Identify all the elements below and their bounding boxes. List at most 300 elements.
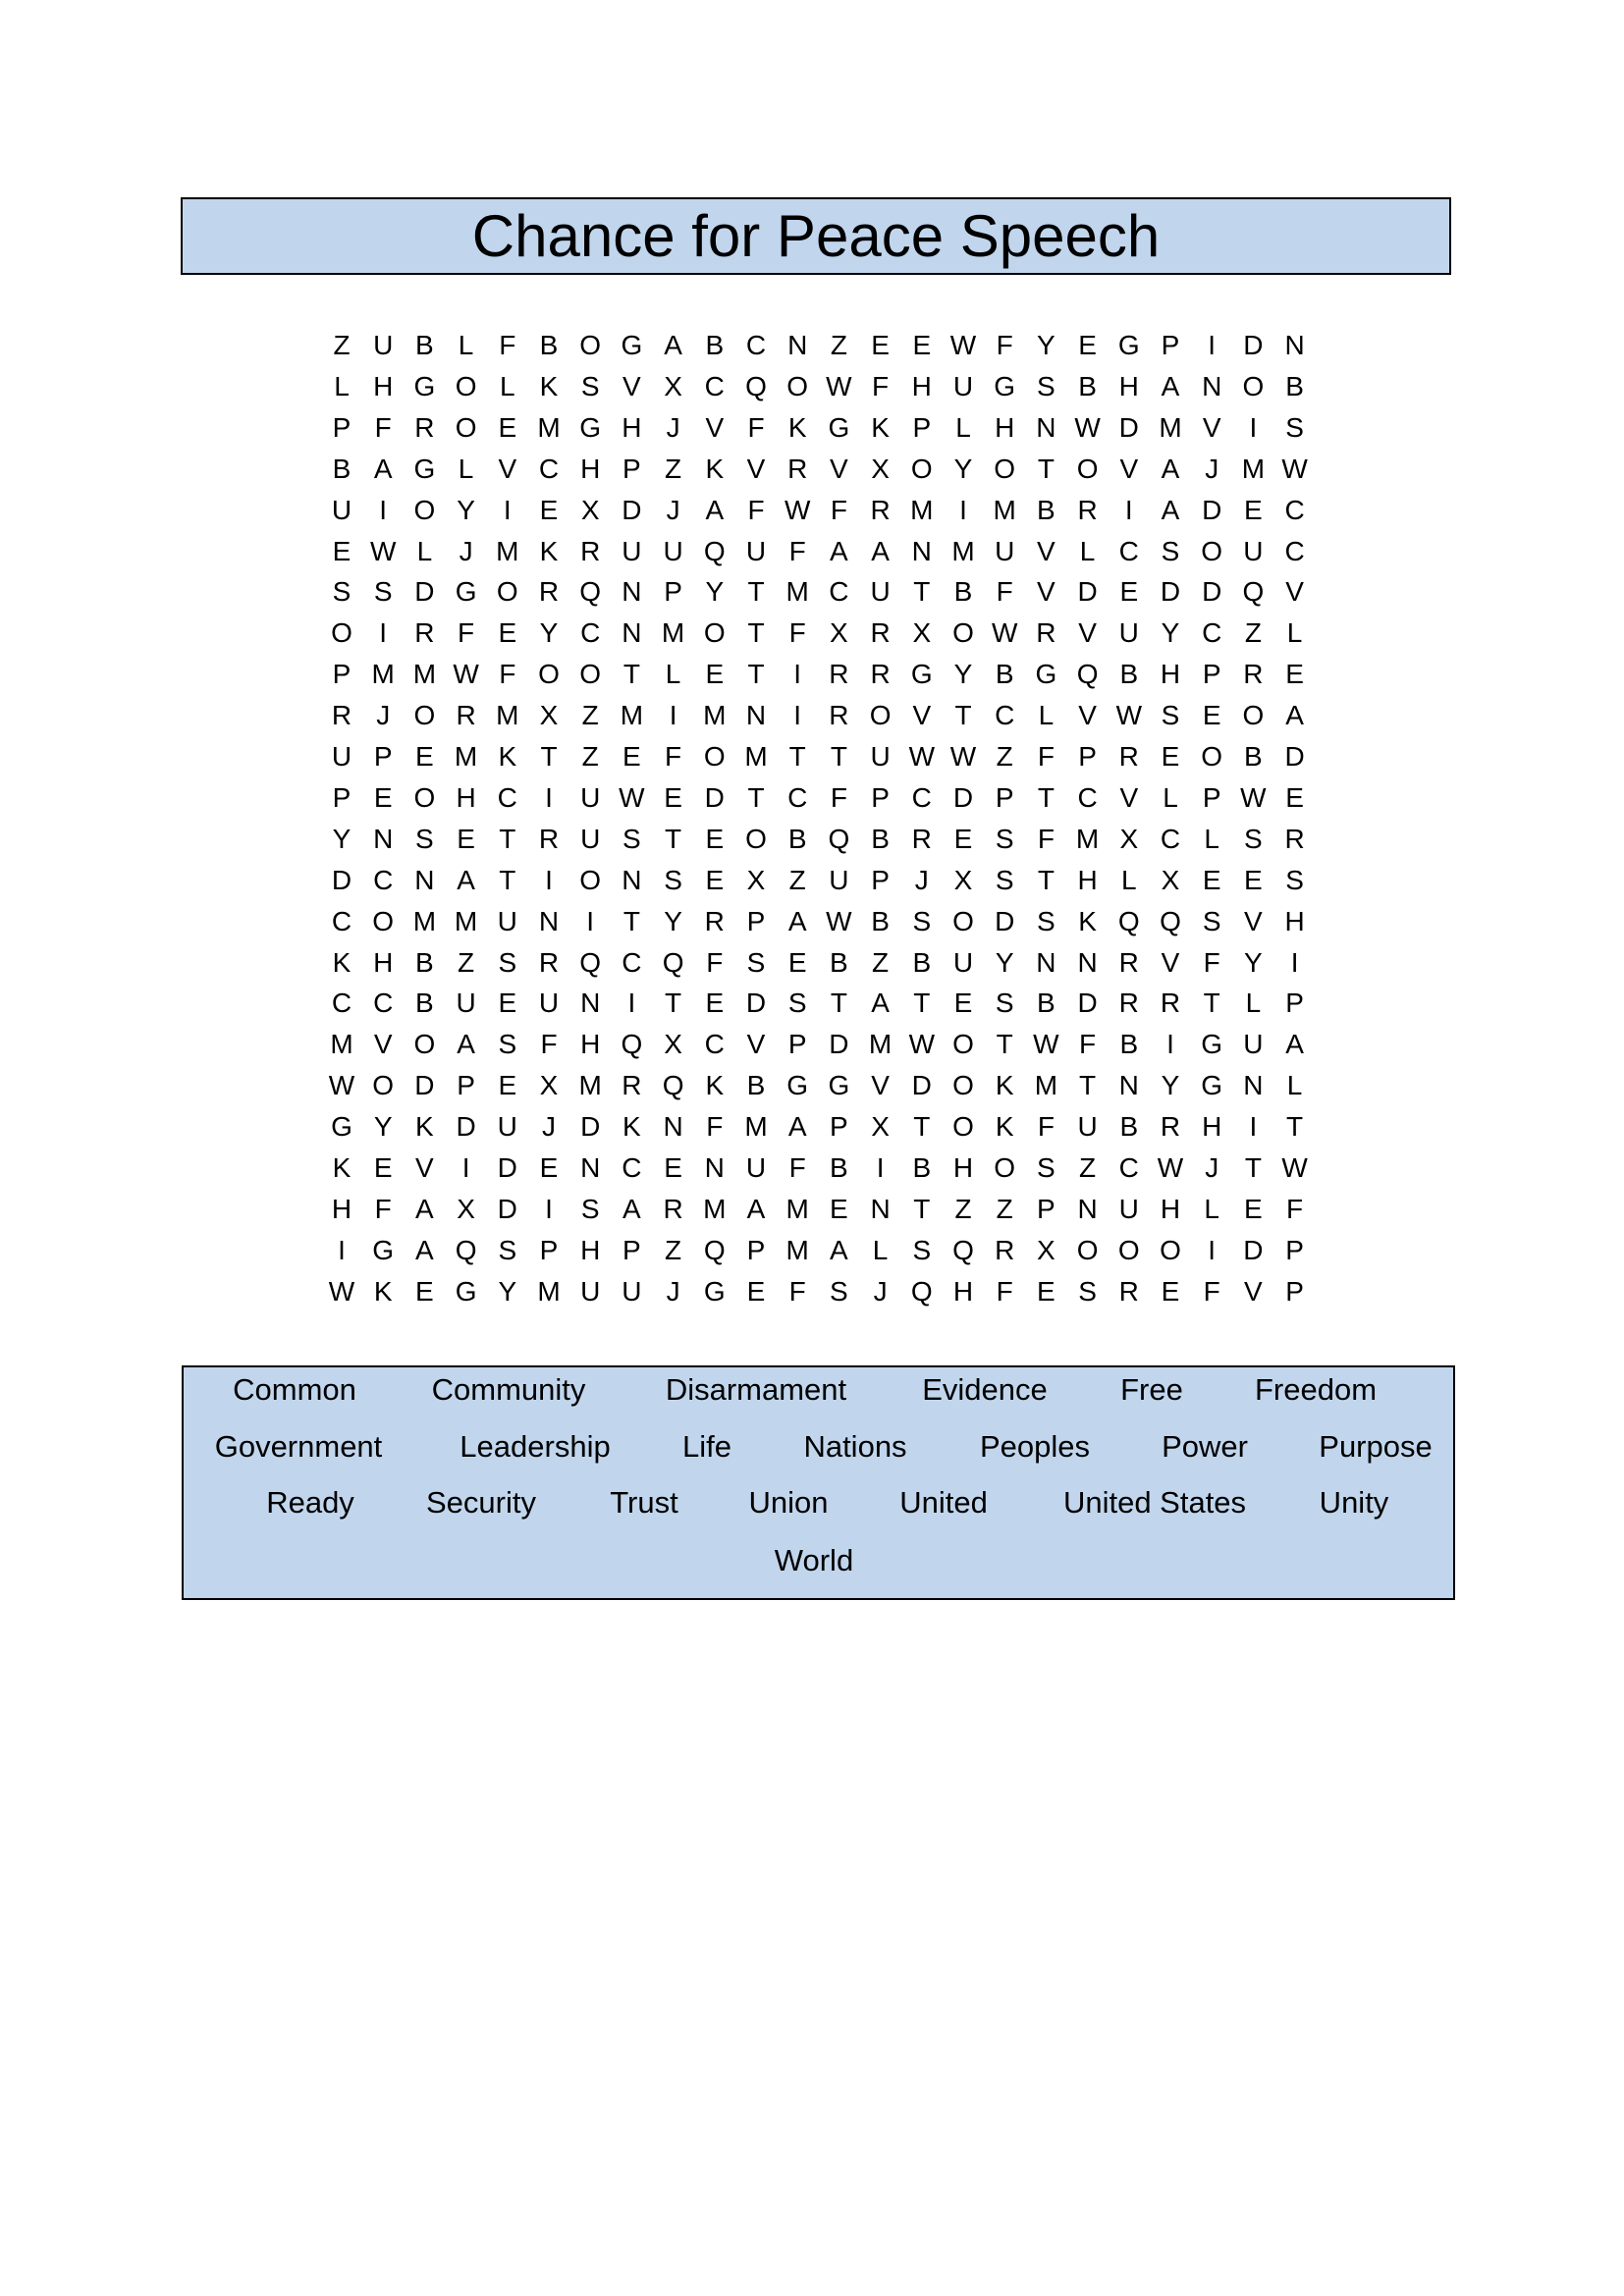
grid-letter[interactable]: I	[338, 1234, 346, 1265]
grid-letter[interactable]: W	[949, 330, 977, 360]
grid-letter[interactable]: T	[830, 741, 847, 772]
grid-letter[interactable]: W	[1240, 781, 1267, 813]
grid-letter[interactable]: T	[913, 1193, 931, 1224]
grid-letter[interactable]: F	[788, 617, 806, 649]
grid-letter[interactable]: E	[705, 659, 725, 690]
grid-letter[interactable]: F	[872, 370, 890, 401]
grid-letter[interactable]: U	[1077, 1111, 1098, 1143]
grid-letter[interactable]: J	[459, 535, 473, 566]
grid-letter[interactable]: T	[1037, 864, 1055, 895]
grid-letter[interactable]: O	[538, 659, 560, 690]
grid-letter[interactable]: H	[995, 411, 1015, 443]
grid-letter[interactable]: T	[954, 700, 972, 731]
grid-letter[interactable]: R	[414, 411, 435, 443]
grid-letter[interactable]: X	[1161, 864, 1180, 895]
grid-letter[interactable]: R	[787, 453, 808, 484]
grid-letter[interactable]: V	[871, 1070, 890, 1101]
grid-letter[interactable]: M	[412, 905, 437, 936]
grid-letter[interactable]: E	[953, 988, 973, 1019]
grid-letter[interactable]: V	[1244, 905, 1263, 936]
grid-letter[interactable]: L	[1204, 1193, 1219, 1224]
grid-letter[interactable]: G	[703, 1275, 726, 1307]
grid-letter[interactable]: M	[785, 576, 809, 608]
grid-letter[interactable]: J	[542, 1111, 556, 1143]
grid-letter[interactable]: C	[622, 1152, 642, 1183]
grid-letter[interactable]: N	[745, 700, 767, 731]
grid-letter[interactable]: Z	[333, 330, 351, 360]
grid-letter[interactable]: S	[787, 988, 807, 1019]
grid-letter[interactable]: A	[1161, 370, 1180, 401]
grid-letter[interactable]: Y	[498, 1275, 517, 1307]
grid-letter[interactable]: F	[1037, 823, 1055, 854]
grid-letter[interactable]: M	[703, 700, 727, 731]
grid-letter[interactable]: C	[497, 781, 517, 813]
grid-letter[interactable]: U	[580, 823, 601, 854]
grid-letter[interactable]: K	[498, 741, 517, 772]
grid-letter[interactable]: F	[1037, 1111, 1055, 1143]
grid-letter[interactable]: L	[955, 411, 971, 443]
grid-letter[interactable]: H	[952, 1275, 974, 1307]
grid-letter[interactable]: N	[622, 617, 642, 649]
grid-letter[interactable]: U	[870, 576, 891, 608]
grid-letter[interactable]: L	[872, 1234, 889, 1265]
grid-letter[interactable]: L	[1245, 988, 1262, 1019]
grid-letter[interactable]: G	[910, 659, 933, 690]
grid-letter[interactable]: Q	[910, 1275, 933, 1307]
grid-letter[interactable]: Q	[579, 946, 602, 978]
grid-letter[interactable]: K	[539, 535, 559, 566]
grid-letter[interactable]: D	[1202, 494, 1222, 525]
grid-letter[interactable]: D	[1077, 988, 1098, 1019]
grid-letter[interactable]: W	[908, 1029, 936, 1060]
grid-letter[interactable]: L	[416, 535, 433, 566]
grid-letter[interactable]: T	[830, 988, 847, 1019]
grid-letter[interactable]: Z	[581, 741, 599, 772]
grid-letter[interactable]: D	[414, 576, 435, 608]
grid-letter[interactable]: P	[871, 781, 890, 813]
grid-letter[interactable]: J	[666, 1275, 680, 1307]
grid-letter[interactable]: G	[455, 1275, 477, 1307]
grid-letter[interactable]: S	[498, 1029, 517, 1060]
grid-letter[interactable]: T	[499, 823, 516, 854]
grid-letter[interactable]: S	[995, 864, 1014, 895]
grid-letter[interactable]: C	[704, 370, 725, 401]
grid-letter[interactable]: T	[747, 659, 765, 690]
grid-letter[interactable]: Q	[662, 946, 684, 978]
grid-letter[interactable]: X	[871, 453, 890, 484]
grid-letter[interactable]: V	[705, 411, 725, 443]
grid-letter[interactable]: Y	[539, 617, 559, 649]
grid-letter[interactable]: T	[747, 576, 765, 608]
grid-letter[interactable]: O	[952, 1111, 974, 1143]
grid-letter[interactable]: O	[745, 823, 767, 854]
grid-letter[interactable]: W	[1033, 1029, 1059, 1060]
grid-letter[interactable]: N	[1243, 1070, 1264, 1101]
grid-letter[interactable]: U	[1118, 617, 1139, 649]
grid-letter[interactable]: L	[1163, 781, 1178, 813]
grid-letter[interactable]: S	[1078, 1275, 1097, 1307]
grid-letter[interactable]: E	[871, 330, 890, 360]
grid-letter[interactable]: V	[1161, 946, 1180, 978]
grid-letter[interactable]: E	[1244, 864, 1263, 895]
grid-letter[interactable]: B	[830, 946, 848, 978]
grid-letter[interactable]: Y	[953, 659, 973, 690]
grid-letter[interactable]: Z	[872, 946, 890, 978]
grid-letter[interactable]: O	[703, 617, 726, 649]
grid-letter[interactable]: B	[1244, 741, 1263, 772]
grid-letter[interactable]: V	[746, 1029, 766, 1060]
grid-letter[interactable]: B	[1037, 988, 1056, 1019]
grid-letter[interactable]: M	[744, 1111, 768, 1143]
grid-letter[interactable]: Z	[581, 700, 599, 731]
grid-letter[interactable]: E	[1037, 1275, 1056, 1307]
grid-letter[interactable]: E	[457, 823, 475, 854]
grid-letter[interactable]: F	[706, 1111, 724, 1143]
grid-letter[interactable]: M	[1075, 823, 1100, 854]
grid-letter[interactable]: O	[579, 659, 602, 690]
grid-letter[interactable]: R	[870, 494, 891, 525]
grid-letter[interactable]: O	[869, 700, 892, 731]
grid-letter[interactable]: P	[871, 864, 890, 895]
grid-letter[interactable]: V	[1078, 617, 1097, 649]
grid-letter[interactable]: T	[788, 741, 806, 772]
grid-letter[interactable]: M	[703, 1193, 727, 1224]
grid-letter[interactable]: U	[497, 1111, 517, 1143]
grid-letter[interactable]: G	[579, 411, 602, 443]
grid-letter[interactable]: A	[705, 494, 725, 525]
grid-letter[interactable]: R	[1284, 823, 1305, 854]
grid-letter[interactable]: O	[579, 330, 602, 360]
grid-letter[interactable]: H	[952, 1152, 974, 1183]
grid-letter[interactable]: S	[1244, 823, 1263, 854]
grid-letter[interactable]: F	[1203, 946, 1220, 978]
grid-letter[interactable]: T	[623, 659, 640, 690]
grid-letter[interactable]: R	[704, 905, 725, 936]
grid-letter[interactable]: C	[373, 864, 394, 895]
grid-letter[interactable]: D	[1243, 330, 1264, 360]
grid-letter[interactable]: O	[910, 453, 933, 484]
grid-letter[interactable]: H	[373, 946, 394, 978]
grid-letter[interactable]: U	[663, 535, 683, 566]
grid-letter[interactable]: U	[995, 535, 1015, 566]
grid-letter[interactable]: J	[914, 864, 929, 895]
grid-letter[interactable]: R	[456, 700, 476, 731]
grid-letter[interactable]: Q	[662, 1070, 684, 1101]
grid-letter[interactable]: M	[496, 700, 519, 731]
grid-letter[interactable]: U	[745, 1152, 767, 1183]
grid-letter[interactable]: G	[828, 1070, 850, 1101]
grid-letter[interactable]: N	[870, 1193, 891, 1224]
grid-letter[interactable]: H	[911, 370, 932, 401]
grid-letter[interactable]: Y	[373, 1111, 393, 1143]
grid-letter[interactable]: B	[1119, 1111, 1139, 1143]
grid-letter[interactable]: I	[793, 659, 802, 690]
grid-letter[interactable]: Q	[579, 576, 602, 608]
grid-letter[interactable]: C	[787, 781, 808, 813]
grid-letter[interactable]: E	[498, 411, 517, 443]
grid-letter[interactable]: D	[1118, 411, 1139, 443]
grid-letter[interactable]: N	[622, 576, 642, 608]
grid-letter[interactable]: I	[1208, 330, 1217, 360]
grid-letter[interactable]: I	[503, 494, 512, 525]
grid-letter[interactable]: O	[579, 864, 602, 895]
grid-letter[interactable]: R	[1118, 1275, 1139, 1307]
grid-letter[interactable]: A	[871, 535, 890, 566]
grid-letter[interactable]: N	[1284, 330, 1305, 360]
grid-letter[interactable]: E	[705, 864, 725, 895]
grid-letter[interactable]: B	[871, 905, 890, 936]
grid-letter[interactable]: D	[497, 1193, 517, 1224]
grid-letter[interactable]: Z	[665, 1234, 682, 1265]
grid-letter[interactable]: Y	[1161, 617, 1180, 649]
grid-letter[interactable]: V	[623, 370, 641, 401]
grid-letter[interactable]: C	[1284, 494, 1305, 525]
grid-letter[interactable]: S	[1161, 700, 1180, 731]
grid-letter[interactable]: N	[1077, 946, 1098, 978]
grid-letter[interactable]: B	[1119, 659, 1139, 690]
grid-letter[interactable]: T	[665, 988, 682, 1019]
grid-letter[interactable]: E	[1119, 576, 1139, 608]
grid-letter[interactable]: O	[413, 1029, 436, 1060]
grid-letter[interactable]: K	[332, 1152, 352, 1183]
grid-letter[interactable]: O	[786, 370, 809, 401]
grid-letter[interactable]: R	[1160, 988, 1181, 1019]
grid-letter[interactable]: F	[1286, 1193, 1304, 1224]
grid-letter[interactable]: K	[415, 1111, 434, 1143]
grid-letter[interactable]: R	[1118, 946, 1139, 978]
grid-letter[interactable]: I	[545, 781, 553, 813]
grid-letter[interactable]: U	[622, 535, 642, 566]
grid-letter[interactable]: I	[1290, 946, 1299, 978]
grid-letter[interactable]: B	[912, 1152, 932, 1183]
grid-letter[interactable]: L	[1204, 823, 1219, 854]
grid-letter[interactable]: O	[413, 781, 436, 813]
grid-letter[interactable]: I	[1166, 1029, 1174, 1060]
grid-letter[interactable]: F	[458, 617, 475, 649]
grid-letter[interactable]: T	[913, 988, 931, 1019]
grid-letter[interactable]: R	[538, 576, 560, 608]
grid-letter[interactable]: P	[373, 741, 393, 772]
grid-letter[interactable]: D	[1202, 576, 1222, 608]
grid-letter[interactable]: V	[1078, 700, 1097, 731]
grid-letter[interactable]: F	[374, 411, 392, 443]
grid-letter[interactable]: R	[1160, 1111, 1181, 1143]
grid-letter[interactable]: S	[995, 823, 1014, 854]
grid-letter[interactable]: N	[580, 988, 601, 1019]
grid-letter[interactable]: C	[911, 781, 932, 813]
grid-letter[interactable]: O	[1076, 453, 1099, 484]
grid-letter[interactable]: Y	[995, 946, 1014, 978]
grid-letter[interactable]: B	[953, 576, 973, 608]
grid-letter[interactable]: G	[413, 370, 436, 401]
grid-letter[interactable]: P	[1285, 988, 1304, 1019]
grid-letter[interactable]: I	[1124, 494, 1133, 525]
grid-letter[interactable]: O	[372, 905, 395, 936]
grid-letter[interactable]: O	[455, 370, 477, 401]
grid-letter[interactable]: H	[580, 1029, 601, 1060]
grid-letter[interactable]: N	[1036, 411, 1056, 443]
grid-letter[interactable]: P	[912, 411, 932, 443]
grid-letter[interactable]: O	[1117, 1234, 1140, 1265]
grid-letter[interactable]: S	[1037, 905, 1056, 936]
grid-letter[interactable]: D	[331, 864, 352, 895]
grid-letter[interactable]: I	[545, 1193, 553, 1224]
grid-letter[interactable]: Z	[996, 741, 1013, 772]
grid-letter[interactable]: L	[458, 453, 474, 484]
grid-letter[interactable]: B	[415, 946, 434, 978]
grid-letter[interactable]: U	[622, 1275, 642, 1307]
grid-letter[interactable]: Y	[457, 494, 475, 525]
grid-letter[interactable]: O	[413, 700, 436, 731]
grid-letter[interactable]: Z	[788, 864, 806, 895]
grid-letter[interactable]: L	[1286, 617, 1303, 649]
grid-letter[interactable]: R	[1243, 659, 1264, 690]
grid-letter[interactable]: F	[1037, 741, 1055, 772]
grid-letter[interactable]: A	[787, 905, 807, 936]
grid-letter[interactable]: M	[951, 535, 975, 566]
grid-letter[interactable]: X	[539, 1070, 559, 1101]
grid-letter[interactable]: Z	[1079, 1152, 1097, 1183]
grid-letter[interactable]: Q	[1160, 905, 1181, 936]
grid-letter[interactable]: S	[912, 905, 932, 936]
grid-letter[interactable]: W	[949, 741, 977, 772]
grid-letter[interactable]: S	[498, 946, 517, 978]
grid-letter[interactable]: H	[580, 453, 601, 484]
grid-letter[interactable]: S	[995, 988, 1014, 1019]
grid-letter[interactable]: A	[373, 453, 393, 484]
grid-letter[interactable]: T	[1079, 1070, 1097, 1101]
grid-letter[interactable]: Q	[455, 1234, 477, 1265]
grid-letter[interactable]: X	[664, 370, 682, 401]
grid-letter[interactable]: P	[623, 1234, 641, 1265]
grid-letter[interactable]: Q	[703, 1234, 726, 1265]
grid-letter[interactable]: L	[1079, 535, 1096, 566]
grid-letter[interactable]: M	[620, 700, 644, 731]
grid-letter[interactable]: U	[331, 494, 352, 525]
grid-letter[interactable]: A	[415, 1193, 434, 1224]
grid-letter[interactable]: N	[580, 1152, 601, 1183]
grid-letter[interactable]: E	[787, 946, 807, 978]
grid-letter[interactable]: U	[952, 370, 974, 401]
grid-letter[interactable]: A	[1161, 453, 1180, 484]
grid-letter[interactable]: I	[627, 988, 636, 1019]
grid-letter[interactable]: T	[499, 864, 516, 895]
grid-letter[interactable]: D	[745, 988, 767, 1019]
grid-letter[interactable]: X	[457, 1193, 475, 1224]
grid-letter[interactable]: B	[415, 988, 434, 1019]
grid-letter[interactable]: Y	[1161, 1070, 1180, 1101]
grid-letter[interactable]: I	[1249, 1111, 1258, 1143]
grid-letter[interactable]: G	[1117, 330, 1140, 360]
grid-letter[interactable]: E	[373, 781, 393, 813]
grid-letter[interactable]: J	[376, 700, 391, 731]
grid-letter[interactable]: B	[705, 330, 725, 360]
grid-letter[interactable]: S	[498, 1234, 517, 1265]
grid-letter[interactable]: U	[538, 988, 560, 1019]
grid-letter[interactable]: C	[829, 576, 849, 608]
grid-letter[interactable]: W	[1115, 700, 1143, 731]
grid-letter[interactable]: T	[747, 617, 765, 649]
grid-letter[interactable]: W	[328, 1275, 355, 1307]
grid-letter[interactable]: G	[331, 1111, 352, 1143]
grid-letter[interactable]: T	[540, 741, 558, 772]
grid-letter[interactable]: W	[1281, 453, 1308, 484]
grid-letter[interactable]: P	[332, 659, 352, 690]
grid-letter[interactable]: F	[747, 494, 765, 525]
grid-letter[interactable]: M	[412, 659, 437, 690]
grid-letter[interactable]: R	[1118, 988, 1139, 1019]
grid-letter[interactable]: X	[580, 494, 600, 525]
grid-letter[interactable]: E	[539, 1152, 559, 1183]
grid-letter[interactable]: E	[664, 781, 682, 813]
grid-letter[interactable]: P	[1161, 330, 1180, 360]
grid-letter[interactable]: F	[788, 1275, 806, 1307]
grid-letter[interactable]: F	[996, 1275, 1013, 1307]
grid-letter[interactable]: E	[1161, 741, 1180, 772]
grid-letter[interactable]: O	[952, 1070, 974, 1101]
grid-letter[interactable]: D	[456, 1111, 476, 1143]
grid-letter[interactable]: Q	[703, 535, 726, 566]
grid-letter[interactable]: O	[952, 905, 974, 936]
grid-letter[interactable]: R	[331, 700, 352, 731]
grid-letter[interactable]: B	[830, 1152, 848, 1183]
grid-letter[interactable]: E	[830, 1193, 848, 1224]
grid-letter[interactable]: F	[747, 411, 765, 443]
grid-letter[interactable]: G	[413, 453, 436, 484]
grid-letter[interactable]: P	[1078, 741, 1097, 772]
grid-letter[interactable]: E	[746, 1275, 766, 1307]
grid-letter[interactable]: E	[332, 535, 352, 566]
grid-letter[interactable]: W	[784, 494, 811, 525]
grid-letter[interactable]: C	[745, 330, 767, 360]
grid-letter[interactable]: P	[787, 1029, 807, 1060]
grid-letter[interactable]: S	[1161, 535, 1180, 566]
grid-letter[interactable]: I	[379, 494, 388, 525]
grid-letter[interactable]: O	[1242, 370, 1265, 401]
grid-letter[interactable]: G	[994, 370, 1016, 401]
grid-letter[interactable]: B	[1078, 370, 1097, 401]
grid-letter[interactable]: O	[1076, 1234, 1099, 1265]
grid-letter[interactable]: R	[622, 1070, 642, 1101]
grid-letter[interactable]: E	[498, 988, 517, 1019]
grid-letter[interactable]: N	[911, 535, 932, 566]
grid-letter[interactable]: C	[1118, 1152, 1139, 1183]
grid-letter[interactable]: P	[623, 453, 641, 484]
grid-letter[interactable]: U	[580, 1275, 601, 1307]
grid-letter[interactable]: G	[1035, 659, 1057, 690]
grid-letter[interactable]: M	[1034, 1070, 1058, 1101]
grid-letter[interactable]: L	[1038, 700, 1055, 731]
grid-letter[interactable]: V	[415, 1152, 434, 1183]
grid-letter[interactable]: T	[996, 1029, 1013, 1060]
grid-letter[interactable]: Q	[1242, 576, 1265, 608]
grid-letter[interactable]: D	[1077, 576, 1098, 608]
grid-letter[interactable]: P	[830, 1111, 848, 1143]
grid-letter[interactable]: S	[373, 576, 393, 608]
grid-letter[interactable]: D	[1160, 576, 1181, 608]
grid-letter[interactable]: W	[328, 1070, 355, 1101]
grid-letter[interactable]: R	[414, 617, 435, 649]
grid-letter[interactable]: X	[1119, 823, 1139, 854]
grid-letter[interactable]: H	[1077, 864, 1098, 895]
grid-letter[interactable]: D	[622, 494, 642, 525]
grid-letter[interactable]: E	[705, 988, 725, 1019]
grid-letter[interactable]: C	[1284, 535, 1305, 566]
grid-letter[interactable]: L	[334, 370, 350, 401]
grid-letter[interactable]: N	[663, 1111, 683, 1143]
grid-letter[interactable]: H	[1160, 1193, 1181, 1224]
grid-letter[interactable]: A	[457, 1029, 475, 1060]
